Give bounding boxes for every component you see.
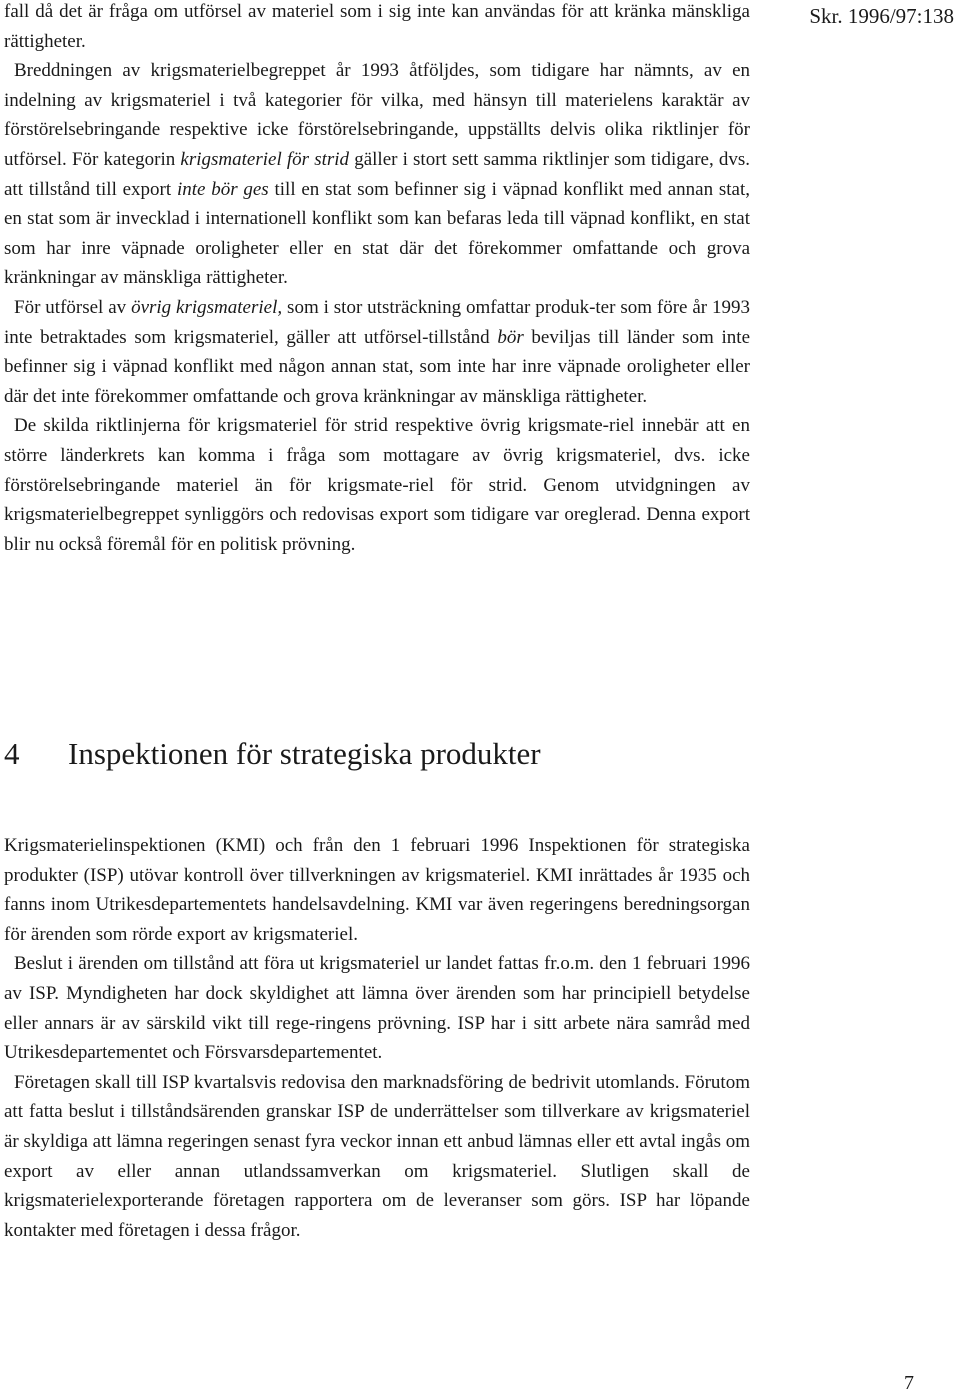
paragraph-text: För utförsel av	[14, 296, 127, 318]
page-number: 7	[904, 1372, 914, 1394]
paragraph: Företagen skall till ISP kvartalsvis redovisa den marknadsföring de bedrivit utomlands. Förutom att fatta beslut i tillståndsärenden granskar ISP de underrättelser som tillverkare av krigsmateriel är skyldiga att lämna regeringen senast fyra veckor innan ett anbud lämnas eller ett avtal ingås om export av eller annan utlandssamverkan om krigsmateriel. Slutligen skall de krigsmaterielexporterande företagen rapportera om de leveranser som görs. ISP har löpande kontakter med företagen i dessa frågor.	[4, 1071, 751, 1241]
paragraph: fall då det är fråga om utförsel av materiel som i sig inte kan användas för att kränka mänskliga rättigheter.	[4, 1, 750, 52]
section-heading	[4, 734, 541, 774]
document-reference: Skr. 1996/97:138	[809, 4, 954, 28]
emphasis-text: övrig krigsmateriel,	[131, 296, 283, 318]
paragraph-text: som i stor utsträckning omfattar produk-ter som före år 1993 inte betraktades som krigsmateriel, gäller att utförsel-tillstånd	[4, 296, 751, 348]
emphasis-text: bör	[497, 326, 524, 348]
section-title: Inspektionen för strategiska produkter	[68, 736, 541, 771]
paragraph: Beslut i ärenden om tillstånd att föra ut krigsmateriel ur landet fattas fr.o.m. den 1 februari 1996 av ISP. Myndigheten har dock skyldighet att lämna över ärenden som har principiell betydelse eller annars är av särskild vikt till rege-ringens prövning. ISP har i sitt arbete nära samråd med Utrikesdepartementet och Försvarsdepartementet.	[4, 953, 750, 1064]
body-section-bottom	[4, 831, 750, 1245]
paragraph-text: till en stat som befinner sig i väpnad konflikt med annan stat, en stat som är invecklad i internationell konflikt som kan befaras leda till väpnad konflikt, en stat som har inre väpnade oroligheter eller en stat där det förekommer omfattande och grova kränkningar av mänskliga rättigheter.	[4, 178, 751, 289]
paragraph	[4, 56, 750, 293]
body-section-top	[4, 0, 750, 559]
paragraph	[4, 293, 750, 411]
section-number: 4	[4, 736, 20, 771]
paragraph: Krigsmaterielinspektionen (KMI) och från den 1 februari 1996 Inspektionen för strategiska produkter (ISP) utövar kontroll över tillverkningen av krigsmateriel. KMI inrättades år 1935 och fanns inom Utrikesdepartementets handelsavdelning. KMI var även regeringens beredningsorgan för ärenden som rörde export av krigsmateriel.	[4, 835, 750, 945]
paragraph-text: beviljas till länder som inte befinner sig i väpnad konflikt med någon annan stat, som inte har inre väpnade oroligheter eller där det inte förekommer omfattande och grova kränkningar av mänskliga rättigheter.	[4, 326, 750, 407]
emphasis-text: krigsmateriel för strid	[180, 148, 350, 170]
paragraph-text: Breddningen av krigsmaterielbegreppet år 1993 åtföljdes, som tidigare har nämnts, av en indelning av krigsmateriel i två kategorier för vilka, med hänsyn till materielens karaktär av förstörelsebringande respektive icke förstörelsebringande, uppställts delvis olika riktlinjer för utförsel. För kategorin	[4, 60, 750, 170]
paragraph-text: gäller i stort sett samma riktlinjer som tidigare, dvs. att tillstånd till export	[4, 148, 751, 200]
paragraph: De skilda riktlinjerna för krigsmateriel för strid respektive övrig krigsmate-riel innebär att en större länderkrets kan komma i fråga som mottagare av övrig krigsmateriel, dvs. icke förstörelsebringande materiel än för krigsmate-riel för strid. Genom utvidgningen av krigsmaterielbegreppet synliggörs och redovisas export som tidigare var oreglerad. Denna export blir nu också föremål för en politisk prövning.	[4, 415, 750, 555]
emphasis-text: inte bör ges	[176, 178, 269, 200]
